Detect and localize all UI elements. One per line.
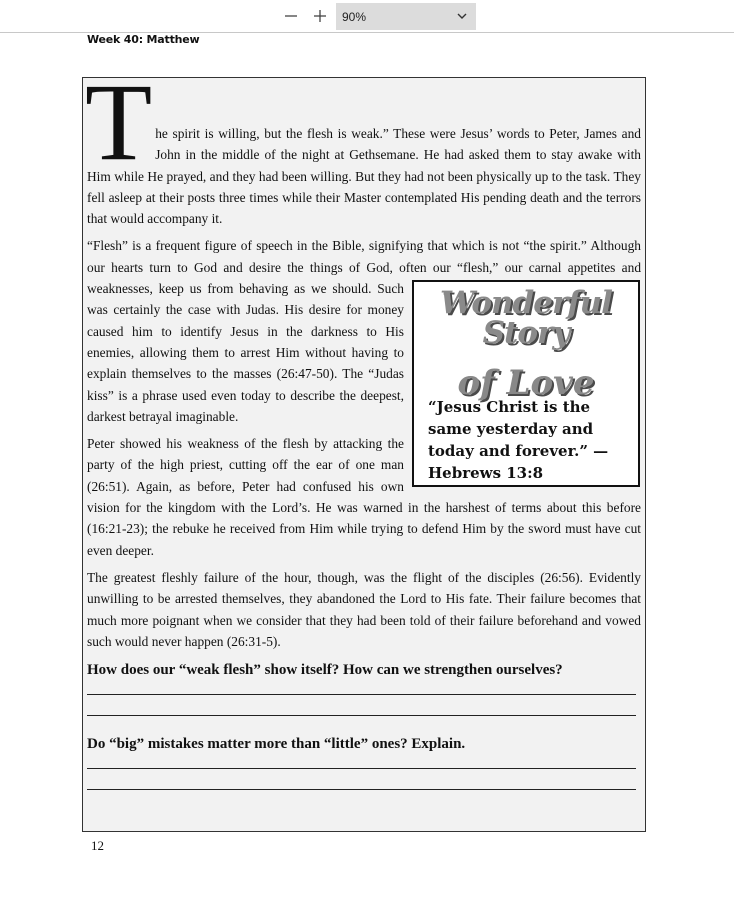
zoom-in-button[interactable]	[308, 5, 332, 27]
lesson-box	[82, 61, 646, 832]
callout-title-line-1: Wonderful Story	[440, 285, 612, 352]
paragraph-3: Peter showed his weakness of the flesh by attacking the party of the high priest, cutting off the ear of one man (26:51). Again, as before, Peter had confused his own vision for the kingdom with the Lord’s. He was warned in the harshest of terms about this before (16:21-23); the rebuke he received from Him while trying to defend Him by the sword must have cut even deeper.	[87, 436, 641, 558]
lesson-content	[85, 61, 642, 790]
answer-line	[87, 694, 636, 695]
chevron-down-icon	[456, 10, 468, 22]
callout-title-line-2: of Love	[457, 363, 595, 404]
answer-line	[87, 789, 636, 790]
zoom-select[interactable]	[336, 3, 476, 30]
zoom-out-button[interactable]	[279, 5, 303, 27]
callout-title	[420, 285, 632, 404]
week-heading: Week 40: Matthew	[87, 33, 200, 46]
page-number: 12	[91, 838, 104, 853]
callout-quote: “Jesus Christ is the same yesterday and today and forever.” — Hebrews 13:8	[428, 398, 609, 483]
plus-icon	[313, 9, 327, 23]
paragraph-1-text: he spirit is willing, but the flesh is weak.” These were Jesus’ words to Peter, James and John in the middle of the night at Gethsemane. He had asked them to stay awake with Him while He prayed, and they had been willing. But they had not been physically up to the task. They fell asleep at their posts three times while their Master contemplated His pending death and the terrors that would accompany it.	[87, 126, 641, 227]
drop-cap: T	[85, 61, 153, 183]
paragraph-2-rest: tites and weaknesses, keep us from behaving as we should. Such was certainly the case with Judas. His desire for money caused him to identify Jesus in the darkness to His enemies, allowing them to arrest Him without having to explain themselves to the masses (26:47-50). The “Judas kiss” is a phrase used even today to describe the deepest, darkest betrayal imaginable.	[87, 259, 642, 424]
callout-box	[412, 280, 640, 487]
pdf-toolbar	[0, 0, 734, 33]
paragraph-1	[85, 61, 641, 229]
paragraph-4: The greatest fleshly failure of the hour, though, was the flight of the disciples (26:56). Evidently unwilling to be arrested themselves, they abandoned the Lord to His fate. Their failure becomes that much more poignant when we consider that they had been told of their failure beforehand and vowed such would never happen (26:31-5).	[87, 569, 641, 649]
paragraph-2	[87, 235, 642, 483]
question-2: Do “big” mistakes matter more than “little” ones? Explain.	[87, 736, 466, 753]
paragraph-2-lead: “Flesh” is a frequent figure of speech in the Bible, signifying that which is not “the spirit.” Although our hearts turn to God and desire the things of God, often our “flesh,” our carnal appe	[87, 238, 641, 275]
answer-line	[87, 715, 636, 716]
minus-icon	[284, 9, 298, 23]
question-1: How does our “weak flesh” show itself? How can we strengthen ourselves?	[87, 662, 563, 679]
answer-line	[87, 768, 636, 769]
zoom-value: 90%	[342, 9, 367, 24]
